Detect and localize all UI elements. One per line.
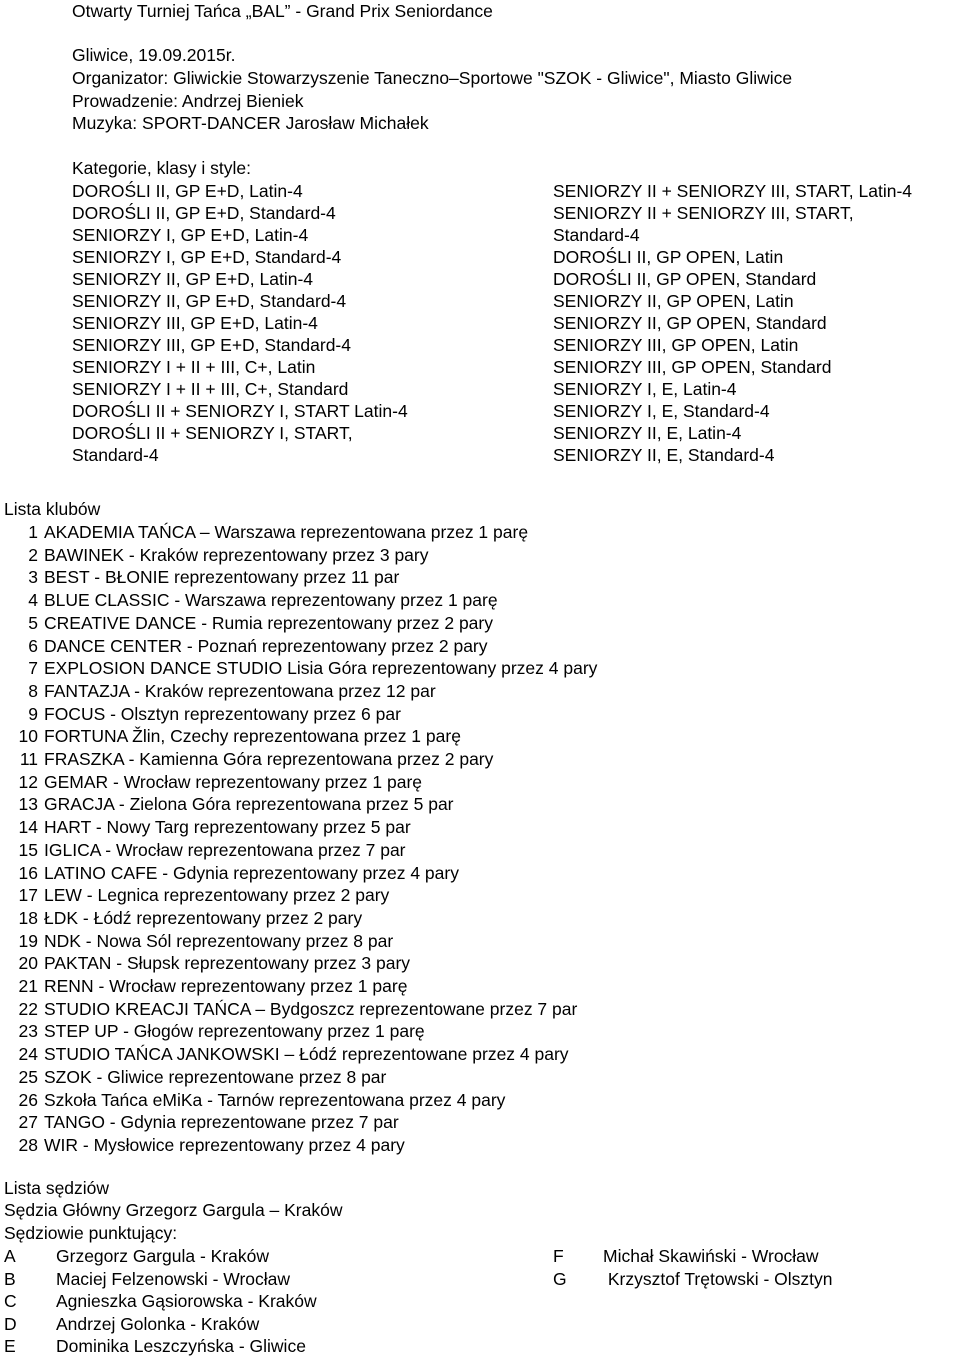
- category-item: DOROŚLI II + SENIORZY I, START Latin-4: [72, 401, 408, 421]
- judge-item: E Dominika Leszczyńska - Gliwice: [4, 1336, 306, 1356]
- club-item: 5 CREATIVE DANCE - Rumia reprezentowany przez 2 pary: [28, 612, 493, 633]
- judge-item: G Krzysztof Trętowski - Olsztyn: [553, 1268, 833, 1289]
- judges-left-column: [4, 1245, 317, 1358]
- chief-judge: Sędzia Główny Grzegorz Gargula – Kraków: [4, 1200, 343, 1220]
- club-item: 7 EXPLOSION DANCE STUDIO Lisia Góra reprezentowany przez 4 pary: [28, 658, 598, 679]
- category-item: SENIORZY II + SENIORZY III, START, Latin-4: [553, 181, 913, 201]
- club-item: 1 AKADEMIA TAŃCA – Warszawa reprezentowana przez 1 parę: [28, 522, 529, 542]
- category-item: DOROŚLI II, GP E+D, Latin-4: [72, 181, 303, 201]
- category-item: SENIORZY I, GP E+D, Latin-4: [72, 225, 309, 245]
- categories-left-column: [72, 180, 408, 466]
- organizer-line: Organizator: Gliwickie Stowarzyszenie Taneczno–Sportowe "SZOK - Gliwice", Miasto Gliwice: [72, 68, 793, 88]
- category-item: DOROŚLI II, GP OPEN, Latin: [553, 247, 784, 267]
- category-item: SENIORZY II + SENIORZY III, START,: [553, 203, 854, 223]
- judges-right-column: [553, 1245, 832, 1290]
- club-item: 13 GRACJA - Zielona Góra reprezentowana przez 5 par: [18, 794, 454, 815]
- club-item: 9 FOCUS - Olsztyn reprezentowany przez 6 par: [28, 703, 401, 724]
- category-item: DOROŚLI II, GP OPEN, Standard: [553, 269, 817, 289]
- club-item: 24 STUDIO TAŃCA JANKOWSKI – Łódź reprezentowane przez 4 pary: [18, 1044, 569, 1065]
- club-item: 10 FORTUNA Žlin, Czechy reprezentowana przez 1 parę: [18, 726, 461, 747]
- music-line: Muzyka: SPORT-DANCER Jarosław Michałek: [72, 113, 429, 133]
- category-item: SENIORZY I + II + III, C+, Latin: [72, 357, 316, 377]
- club-item: 6 DANCE CENTER - Poznań reprezentowany przez 2 pary: [28, 635, 488, 656]
- category-item: DOROŚLI II + SENIORZY I, START,: [72, 423, 353, 443]
- category-item: SENIORZY I, GP E+D, Standard-4: [72, 247, 342, 267]
- club-item: 2 BAWINEK - Kraków reprezentowany przez 3 pary: [28, 544, 429, 565]
- club-item: 26 Szkoła Tańca eMiKa - Tarnów reprezentowana przez 4 pary: [18, 1089, 506, 1110]
- club-item: 28 WIR - Mysłowice reprezentowany przez 4 pary: [18, 1134, 405, 1155]
- club-item: 22 STUDIO KREACJI TAŃCA – Bydgoszcz reprezentowane przez 7 par: [18, 998, 578, 1019]
- place-date: Gliwice, 19.09.2015r.: [72, 45, 236, 65]
- document-title: Otwarty Turniej Tańca „BAL” - Grand Prix Seniordance: [72, 1, 493, 21]
- category-item: SENIORZY II, E, Latin-4: [553, 423, 742, 443]
- club-item: 17 LEW - Legnica reprezentowany przez 2 pary: [18, 885, 390, 906]
- judge-item: D Andrzej Golonka - Kraków: [4, 1313, 260, 1334]
- judge-item: A Grzegorz Gargula - Kraków: [4, 1246, 269, 1266]
- category-item: SENIORZY I + II + III, C+, Standard: [72, 379, 349, 399]
- club-item: 21 RENN - Wrocław reprezentowany przez 1 parę: [18, 976, 408, 997]
- category-item: SENIORZY III, GP E+D, Standard-4: [72, 335, 351, 355]
- category-item: SENIORZY III, GP OPEN, Latin: [553, 335, 799, 355]
- host-line: Prowadzenie: Andrzej Bieniek: [72, 91, 304, 111]
- judge-item: F Michał Skawiński - Wrocław: [553, 1246, 819, 1266]
- club-item: 11 FRASZKA - Kamienna Góra reprezentowana przez 2 pary: [19, 749, 494, 770]
- judges-heading: Lista sędziów: [4, 1178, 110, 1198]
- category-item: SENIORZY II, GP OPEN, Standard: [553, 313, 827, 333]
- category-item: SENIORZY I, E, Latin-4: [553, 379, 737, 399]
- club-item: 19 NDK - Nowa Sól reprezentowany przez 8 par: [18, 930, 394, 951]
- club-item: 16 LATINO CAFE - Gdynia reprezentowany przez 4 pary: [18, 862, 459, 883]
- category-item: DOROŚLI II, GP E+D, Standard-4: [72, 203, 336, 223]
- category-item: SENIORZY II, GP E+D, Latin-4: [72, 269, 314, 289]
- category-item: Standard-4: [72, 445, 159, 465]
- scoring-judges-heading: Sędziowie punktujący:: [4, 1223, 178, 1243]
- categories-right-column: [553, 180, 912, 466]
- club-item: 15 IGLICA - Wrocław reprezentowana przez 7 par: [18, 839, 406, 860]
- judge-item: B Maciej Felzenowski - Wrocław: [4, 1268, 291, 1289]
- club-item: 18 ŁDK - Łódź reprezentowany przez 2 pary: [18, 907, 363, 928]
- club-item: 14 HART - Nowy Targ reprezentowany przez 5 par: [18, 817, 411, 838]
- category-item: Standard-4: [553, 225, 640, 245]
- club-item: 20 PAKTAN - Słupsk reprezentowany przez 3 pary: [18, 953, 411, 974]
- category-item: SENIORZY I, E, Standard-4: [553, 401, 770, 421]
- category-item: SENIORZY II, GP E+D, Standard-4: [72, 291, 347, 311]
- club-item: 12 GEMAR - Wrocław reprezentowany przez 1 parę: [18, 771, 423, 792]
- categories-heading: Kategorie, klasy i style:: [72, 158, 251, 178]
- club-item: 25 SZOK - Gliwice reprezentowane przez 8 par: [18, 1066, 387, 1087]
- category-item: SENIORZY III, GP OPEN, Standard: [553, 357, 832, 377]
- judge-item: C Agnieszka Gąsiorowska - Kraków: [4, 1291, 317, 1311]
- club-item: 3 BEST - BŁONIE reprezentowany przez 11 par: [28, 567, 400, 588]
- category-item: SENIORZY II, GP OPEN, Latin: [553, 291, 794, 311]
- club-item: 23 STEP UP - Głogów reprezentowany przez 1 parę: [18, 1021, 425, 1042]
- category-item: SENIORZY II, E, Standard-4: [553, 445, 775, 465]
- clubs-heading: Lista klubów: [4, 499, 101, 519]
- clubs-list: [10, 521, 597, 1157]
- club-item: 4 BLUE CLASSIC - Warszawa reprezentowany przez 1 parę: [28, 590, 498, 611]
- club-item: 27 TANGO - Gdynia reprezentowane przez 7 par: [18, 1112, 399, 1133]
- club-item: 8 FANTAZJA - Kraków reprezentowana przez 12 par: [28, 680, 436, 701]
- category-item: SENIORZY III, GP E+D, Latin-4: [72, 313, 318, 333]
